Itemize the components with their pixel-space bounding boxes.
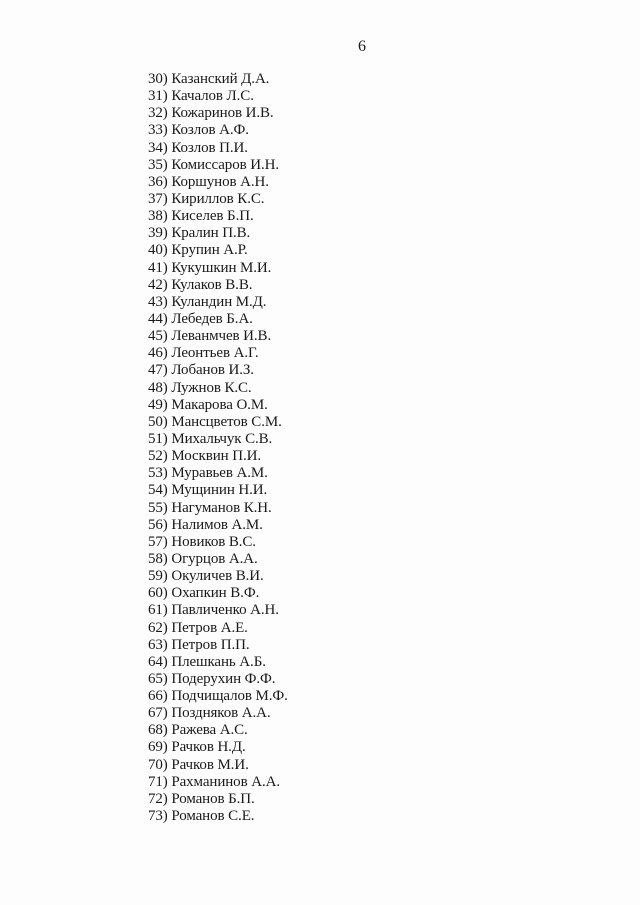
list-item: 52) Москвин П.И. <box>148 448 261 465</box>
list-item: 56) Налимов А.М. <box>148 516 263 533</box>
list-item: 32) Кожаринов И.В. <box>148 105 274 122</box>
list-item: 36) Коршунов А.Н. <box>148 173 269 190</box>
list-item: 69) Рачков Н.Д. <box>148 739 246 756</box>
list-item: 50) Мансцветов С.М. <box>148 413 282 430</box>
list-item: 70) Рачков М.И. <box>148 756 249 773</box>
list-item: 46) Леонтьев А.Г. <box>148 345 259 362</box>
name-list <box>148 71 288 825</box>
list-item: 41) Кукушкин М.И. <box>148 259 272 276</box>
list-item: 31) Качалов Л.С. <box>148 88 254 105</box>
page-number: 6 <box>358 38 366 55</box>
list-item: 30) Казанский Д.А. <box>148 71 270 87</box>
list-item: 57) Новиков В.С. <box>148 533 256 550</box>
list-item: 55) Нагуманов К.Н. <box>148 499 272 516</box>
list-item: 59) Окуличев В.И. <box>148 568 264 585</box>
list-item: 68) Ражева А.С. <box>148 722 248 739</box>
list-item: 33) Козлов А.Ф. <box>148 122 249 139</box>
list-item: 67) Поздняков А.А. <box>148 705 271 722</box>
list-item: 65) Подерухин Ф.Ф. <box>148 670 276 687</box>
list-item: 62) Петров А.Е. <box>148 619 248 636</box>
list-item: 47) Лобанов И.З. <box>148 362 254 379</box>
list-item: 42) Кулаков В.В. <box>148 276 253 293</box>
list-item: 64) Плешкань А.Б. <box>148 653 266 670</box>
list-item: 43) Куландин М.Д. <box>148 293 267 310</box>
list-item: 45) Леванмчев И.В. <box>148 328 272 345</box>
list-item: 58) Огурцов А.А. <box>148 550 258 567</box>
list-item: 51) Михальчук С.В. <box>148 430 273 447</box>
list-item: 53) Муравьев А.М. <box>148 465 268 482</box>
list-item: 35) Комиссаров И.Н. <box>148 156 279 173</box>
list-item: 66) Подчищалов М.Ф. <box>148 688 288 705</box>
list-item: 37) Кириллов К.С. <box>148 190 265 207</box>
list-item: 39) Кралин П.В. <box>148 225 251 242</box>
list-item: 49) Макарова О.М. <box>148 396 268 413</box>
list-item: 48) Лужнов К.С. <box>148 379 252 396</box>
list-item: 61) Павличенко А.Н. <box>148 602 279 619</box>
list-item: 40) Крупин А.Р. <box>148 242 248 259</box>
list-item: 73) Романов С.Е. <box>148 808 255 825</box>
list-item: 44) Лебедев Б.А. <box>148 310 253 327</box>
list-item: 38) Киселев Б.П. <box>148 208 254 225</box>
list-item: 60) Охапкин В.Ф. <box>148 585 260 602</box>
list-item: 72) Романов Б.П. <box>148 790 255 807</box>
list-item: 34) Козлов П.И. <box>148 139 248 156</box>
list-item: 63) Петров П.П. <box>148 636 250 653</box>
list-item: 54) Мущинин Н.И. <box>148 482 268 499</box>
list-item: 71) Рахманинов А.А. <box>148 773 280 790</box>
